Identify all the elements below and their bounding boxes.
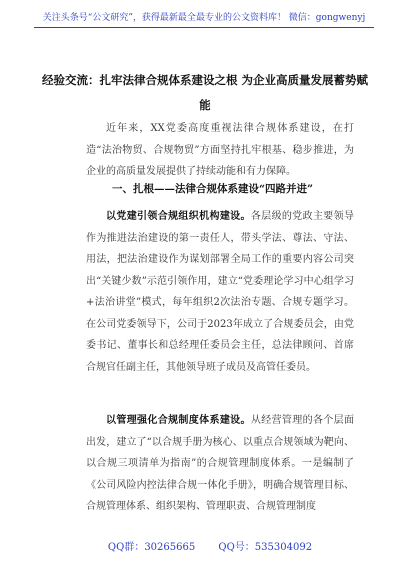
paragraph-1 xyxy=(86,206,354,378)
paragraph-1-body: 各层级的党政主要领导作为推进法治建设的第一责任人，带头学法、尊法、守法、用法，把法治建设作为谋划部署全局工作的重要内容公司突出“关键少数”示范引领作用，建立“党委理论学习中心组学习+法治讲堂”模式，每年组织2次法治专题、合规专题学习。在公司党委领导下，公司于2023年成立了合规委员会，由党委书记、董事长和总经理任委员会主任，总法律顾问、首席合规官任副主任，其他领导班子成员及高管任委员。 xyxy=(86,211,355,373)
footer-contact xyxy=(60,538,360,553)
footer-qq-group: QQ群：30265665 xyxy=(107,542,196,553)
section-heading: 一、扎根——法律合规体系建设“四路并进” xyxy=(112,183,314,195)
intro-paragraph: 近年来，XX党委高度重视法律合规体系建设，在打造“法治物贸、合规物贸”方面坚持扎牢根基、稳步推进，为企业的高质量发展提供了持续动能和有力保障。 xyxy=(86,123,354,177)
header-promo-text: 关注头条号“公文研究”，获得最新最全最专业的公文资料库！ 微信：gongwenyj xyxy=(34,10,374,28)
footer-qq-number: QQ号：535304092 xyxy=(218,542,313,553)
paragraph-2-lead: 以管理强化合规制度体系建设。 xyxy=(106,415,251,426)
paragraph-2 xyxy=(86,410,354,518)
paragraph-1-lead: 以党建引领合规组织机构建设。 xyxy=(106,211,251,222)
paragraph-2-body: 从经营管理的各个层面出发，建立了“以合规手册为核心、以重点合规领域为靶向、以合规三项清单为指南”的合规管理制度体系。一是编制了《公司风险内控法律合规一体化手册》，明确合规管理目标、合规管理体系、组织架构、管理职责、合规管理制度 xyxy=(86,415,355,512)
page-title: 经验交流：扎牢法律合规体系建设之根 为企业高质量发展蓄势赋能 xyxy=(41,73,368,112)
